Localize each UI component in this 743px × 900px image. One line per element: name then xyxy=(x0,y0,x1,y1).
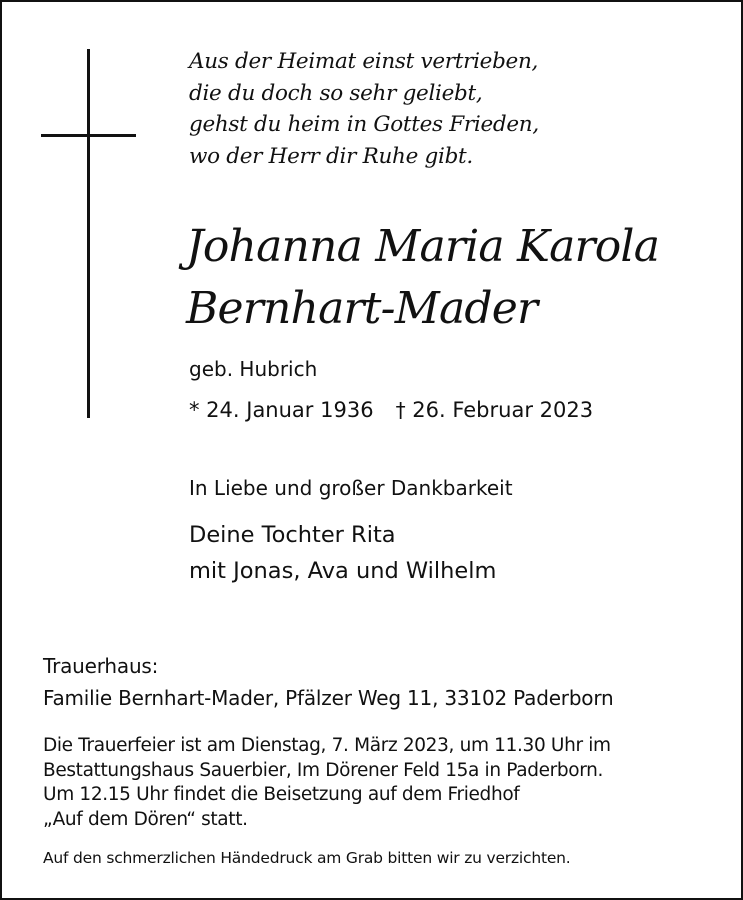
birth-name: geb. Hubrich xyxy=(189,357,318,381)
verse-line: Aus der Heimat einst vertrieben, xyxy=(189,49,539,74)
funeral-service-info xyxy=(43,734,611,832)
dedication-text: In Liebe und großer Dankbarkeit xyxy=(189,476,513,500)
mourning-house xyxy=(43,650,614,714)
service-line: „Auf dem Dören“ statt. xyxy=(43,808,248,830)
dagger-icon: † xyxy=(395,398,406,422)
deceased-name-line1: Johanna Maria Karola xyxy=(186,221,660,272)
deceased-name-line2: Bernhart-Mader xyxy=(186,283,538,334)
service-line: Die Trauerfeier ist am Dienstag, 7. März 2023, um 11.30 Uhr im xyxy=(43,735,611,756)
death-date: 26. Februar 2023 xyxy=(412,398,594,422)
birth-date: * 24. Januar 1936 xyxy=(189,398,374,422)
cross-icon-crossbar xyxy=(41,134,136,137)
mourning-house-address: Familie Bernhart-Mader, Pfälzer Weg 11, 33102 Paderborn xyxy=(43,686,614,710)
family-line: mit Jonas, Ava und Wilhelm xyxy=(189,558,497,584)
family-signature xyxy=(189,517,496,589)
verse-line: wo der Herr dir Ruhe gibt. xyxy=(189,143,473,169)
verse-line: gehst du heim in Gottes Frieden, xyxy=(189,112,539,137)
mourning-house-label: Trauerhaus: xyxy=(43,654,159,678)
cross-icon xyxy=(87,49,90,418)
life-dates xyxy=(189,395,593,425)
service-line: Bestattungshaus Sauerbier, Im Dörener Feld 15a in Paderborn. xyxy=(43,759,604,781)
family-line: Deine Tochter Rita xyxy=(189,522,396,548)
deceased-name xyxy=(186,216,659,340)
verse-line: die du doch so sehr geliebt, xyxy=(189,80,483,106)
memorial-verse xyxy=(189,46,539,172)
service-line: Um 12.15 Uhr findet die Beisetzung auf dem Friedhof xyxy=(43,784,520,805)
closing-note: Auf den schmerzlichen Händedruck am Grab bitten wir zu verzichten. xyxy=(43,849,571,867)
